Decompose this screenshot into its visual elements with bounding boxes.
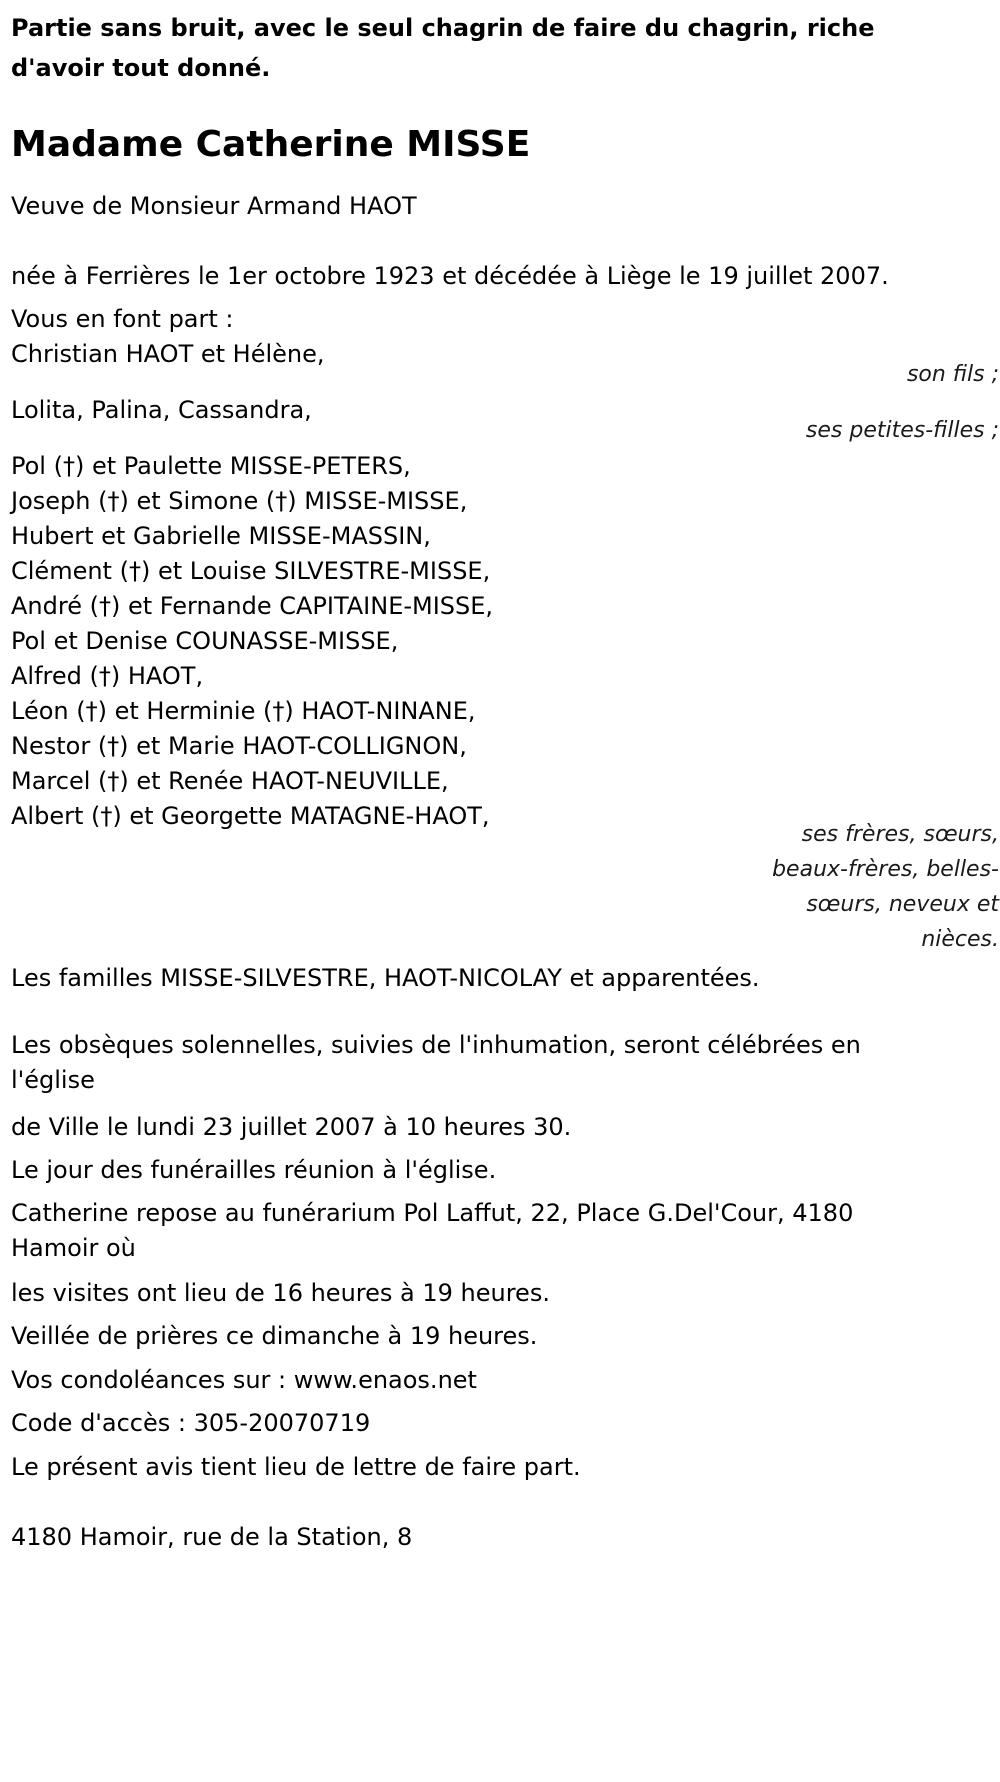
funeral-info-1: Les obsèques solennelles, suivies de l'inhumation, seront célébrées en l'église: [11, 1031, 861, 1094]
sibling-line: Léon (†) et Herminie (†) HAOT-NINANE,: [11, 697, 476, 725]
sibling-line: Hubert et Gabrielle MISSE-MASSIN,: [11, 522, 431, 550]
address-line: 4180 Hamoir, rue de la Station, 8: [11, 1523, 413, 1551]
families-line: Les familles MISSE-SILVESTRE, HAOT-NICOLAY et apparentées.: [11, 964, 760, 992]
sibling-line: André (†) et Fernande CAPITAINE-MISSE,: [11, 592, 494, 620]
sibling-line: Marcel (†) et Renée HAOT-NEUVILLE,: [11, 767, 449, 795]
sibling-line: Pol et Denise COUNASSE-MISSE,: [11, 627, 399, 655]
granddaughters-relation: ses petites-filles ;: [805, 418, 999, 443]
rest-info-2: les visites ont lieu de 16 heures à 19 heures.: [11, 1279, 550, 1307]
announcement-intro: Vous en font part :: [11, 305, 234, 333]
letter-notice: Le présent avis tient lieu de lettre de faire part.: [11, 1453, 581, 1481]
reunion-info: Le jour des funérailles réunion à l'église.: [11, 1156, 497, 1184]
birth-death-dates: née à Ferrières le 1er octobre 1923 et décédée à Liège le 19 juillet 2007.: [11, 262, 889, 290]
son-relation: son fils ;: [906, 362, 999, 387]
granddaughters-names: Lolita, Palina, Cassandra,: [11, 396, 312, 424]
sibling-line: Clément (†) et Louise SILVESTRE-MISSE,: [11, 557, 491, 585]
sibling-line: Pol (†) et Paulette MISSE-PETERS,: [11, 452, 411, 480]
widow-of: Veuve de Monsieur Armand HAOT: [11, 192, 417, 220]
condolences-info: Vos condoléances sur : www.enaos.net: [11, 1366, 477, 1394]
sibling-line: Joseph (†) et Simone (†) MISSE-MISSE,: [11, 487, 468, 515]
funeral-info-2: de Ville le lundi 23 juillet 2007 à 10 heures 30.: [11, 1113, 572, 1141]
sibling-line: Nestor (†) et Marie HAOT-COLLIGNON,: [11, 732, 467, 760]
epitaph-quote: Partie sans bruit, avec le seul chagrin de faire du chagrin, riche d'avoir tout donné.: [11, 14, 875, 82]
rest-info-1: Catherine repose au funérarium Pol Laffut, 22, Place G.Del'Cour, 4180 Hamoir où: [11, 1199, 854, 1262]
vigil-info: Veillée de prières ce dimanche à 19 heures.: [11, 1322, 538, 1350]
deceased-name: Madame Catherine MISSE: [11, 124, 531, 165]
access-code: Code d'accès : 305-20070719: [11, 1409, 371, 1437]
son-names: Christian HAOT et Hélène,: [11, 340, 325, 368]
sibling-line: Alfred (†) HAOT,: [11, 662, 204, 690]
siblings-relation: ses frères, sœurs, beaux-frères, belles-sœurs, neveux et nièces.: [772, 822, 999, 952]
sibling-line: Albert (†) et Georgette MATAGNE-HAOT,: [11, 802, 490, 830]
